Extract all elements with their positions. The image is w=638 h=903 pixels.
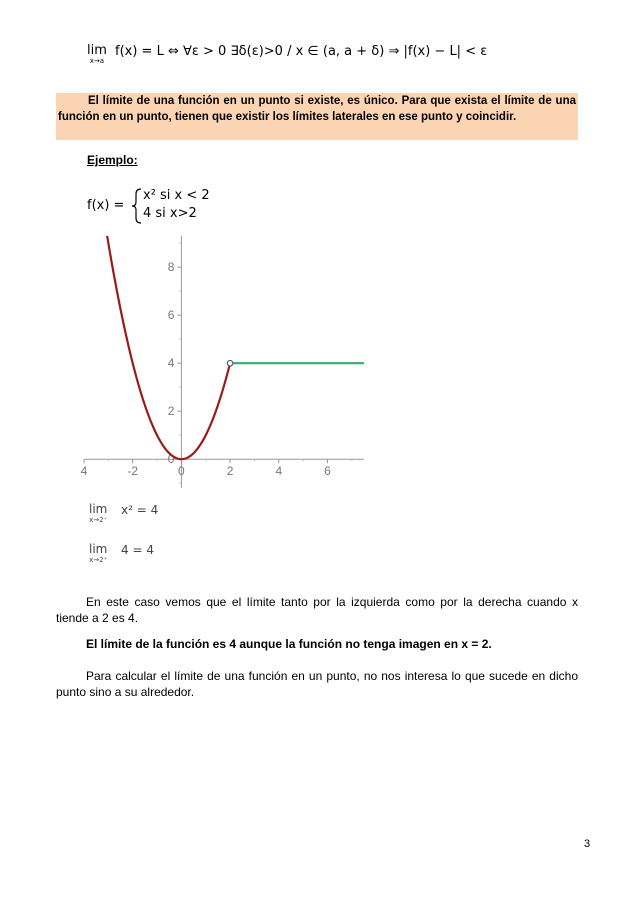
piecewise-case-1: x² si x < 2 (143, 188, 210, 203)
left-limit-expression: x² = 4 (121, 503, 159, 517)
x-tick-label: 4 (275, 464, 283, 479)
example-label: Ejemplo: (87, 153, 138, 167)
lim-subscript: x→a (89, 57, 105, 65)
piecewise-lhs: f(x) = (87, 198, 125, 213)
y-tick-label: 8 (167, 260, 175, 275)
paragraph-limit-conclusion: El límite de la función es 4 aunque la función no tenga imagen en x = 2. (86, 637, 492, 651)
right-lim-operator (89, 543, 107, 564)
right-lim-word: lim (89, 542, 108, 556)
x-tick-label: 4 (80, 464, 88, 479)
right-lim-subscript: x→2⁺ (89, 556, 108, 564)
function-graph (80, 236, 364, 488)
page-number: 3 (584, 838, 591, 850)
y-tick-label: 2 (167, 404, 175, 419)
y-tick-label: 0 (167, 452, 175, 467)
piecewise-case-2: 4 si x>2 (143, 206, 197, 221)
x-tick-label: 2 (226, 464, 234, 479)
paragraph-neighborhood: Para calcular el límite de una función en un punto, no nos interesa lo que sucede en dicho punto sino a su alrededor. (56, 669, 578, 699)
uniqueness-statement: El límite de una función en un punto si existe, es único. Para que exista el límite de una función en un punto, tienen que existir los límites laterales en ese punto y coincidir. (56, 93, 578, 140)
lim-operator (87, 44, 107, 65)
left-lim-operator (89, 503, 107, 524)
left-lim-word: lim (89, 502, 108, 516)
lim-word: lim (87, 43, 107, 58)
x-tick-label: 6 (324, 464, 331, 479)
x-tick-label: 0 (178, 464, 185, 479)
x-tick-label: -2 (127, 464, 139, 479)
paragraph-lateral-limits: En este caso vemos que el límite tanto por la izquierda como por la derecha cuando x tiende a 2 es 4. (56, 595, 578, 625)
open-point-marker (227, 360, 233, 366)
y-tick-label: 6 (167, 308, 175, 323)
left-lim-subscript: x→2⁻ (89, 516, 108, 524)
definition-expression: f(x) = L ⇔ ∀ε > 0 ∃δ(ε)>0 / x ∈ (a, a + δ) ⇒ |f(x) − L| < ε (115, 44, 488, 59)
right-limit-expression: 4 = 4 (121, 543, 154, 557)
y-tick-label: 4 (167, 356, 175, 371)
